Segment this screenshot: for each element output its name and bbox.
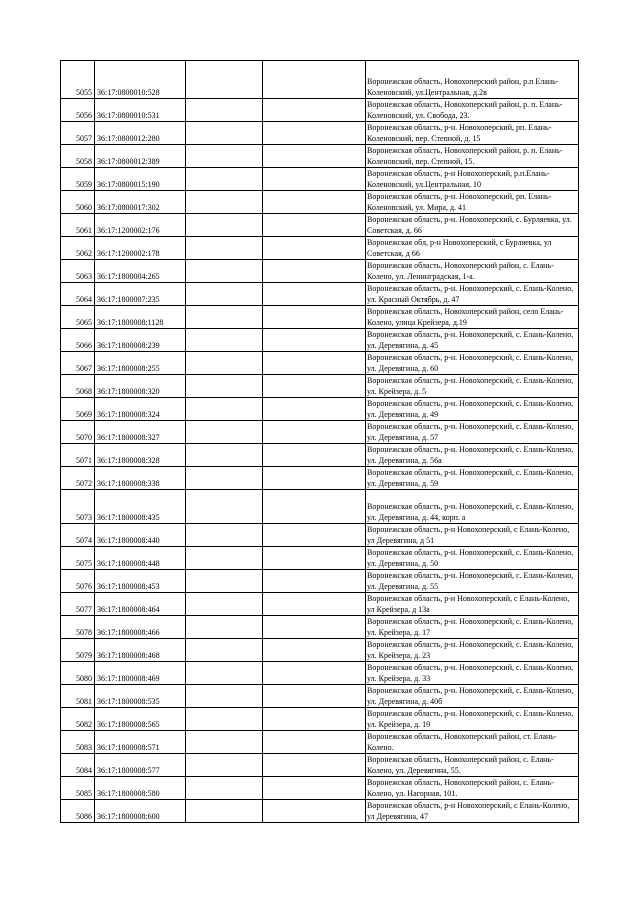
table-row	[61, 99, 579, 122]
cadastral-number: 36:17:0800010:528	[95, 61, 186, 99]
row-number: 5072	[61, 467, 95, 490]
empty-cell	[263, 283, 366, 306]
empty-cell	[263, 685, 366, 708]
table-row	[61, 214, 579, 237]
row-number: 5057	[61, 122, 95, 145]
empty-cell	[263, 306, 366, 329]
table-row	[61, 777, 579, 800]
cadastral-table	[60, 60, 579, 823]
address: Воронежская область, р-н. Новохоперский, с. Елань-Колено, ул. Крейзера, д. 23	[366, 639, 579, 662]
cadastral-number: 36:17:1800008:328	[95, 444, 186, 467]
address: Воронежская область, р-н. Новохоперский, с. Елань-Колено, ул. Деревягина, д. 55	[366, 570, 579, 593]
empty-cell	[263, 754, 366, 777]
empty-cell	[186, 99, 263, 122]
empty-cell	[263, 467, 366, 490]
row-number: 5066	[61, 329, 95, 352]
row-number: 5075	[61, 547, 95, 570]
address: Воронежская область, Новохоперский район, с. Елань-Колено, ул. Ленинградская, 1-а.	[366, 260, 579, 283]
table-row	[61, 191, 579, 214]
row-number: 5056	[61, 99, 95, 122]
table-row	[61, 616, 579, 639]
empty-cell	[186, 61, 263, 99]
table-row	[61, 145, 579, 168]
row-number: 5078	[61, 616, 95, 639]
empty-cell	[186, 283, 263, 306]
table-row	[61, 708, 579, 731]
empty-cell	[263, 777, 366, 800]
empty-cell	[263, 214, 366, 237]
address: Воронежская область, р-н. Новохоперский, с. Елань-Колено, ул. Деревягина, д. 56а	[366, 444, 579, 467]
row-number: 5060	[61, 191, 95, 214]
address: Воронежская область, р-н. Новохоперский, с. Елань-Колено, ул. Деревягина, д. 50	[366, 547, 579, 570]
empty-cell	[263, 99, 366, 122]
address: Воронежская область, р-н. Новохоперский, с. Елань-Колено, ул. Крейзера, д. 17	[366, 616, 579, 639]
address: Воронежская область, Новохоперский район, р.п Елань-Коленовский, ул.Центральная, д.2в	[366, 61, 579, 99]
empty-cell	[186, 214, 263, 237]
empty-cell	[186, 570, 263, 593]
cadastral-number: 36:17:1800008:571	[95, 731, 186, 754]
address: Воронежская область, р-н Новохоперский, с Елань-Колено, ул Крейзера, д 13а	[366, 593, 579, 616]
empty-cell	[186, 444, 263, 467]
empty-cell	[263, 122, 366, 145]
empty-cell	[186, 467, 263, 490]
address: Воронежская область, р-н. Новохоперский, с. Елань-Колено, ул. Деревягина, д. 60	[366, 352, 579, 375]
cadastral-number: 36:17:1200002:176	[95, 214, 186, 237]
table-row	[61, 547, 579, 570]
address: Воронежская область, р-н. Новохоперский, с. Елань-Колено, ул. Крейзера, д. 5	[366, 375, 579, 398]
cadastral-number: 36:17:1800008:1128	[95, 306, 186, 329]
empty-cell	[263, 61, 366, 99]
address: Воронежская область, р-н. Новохоперский, с. Елань-Колено, ул. Деревягина, д. 49	[366, 398, 579, 421]
cadastral-number: 36:17:1800008:453	[95, 570, 186, 593]
row-number: 5076	[61, 570, 95, 593]
cadastral-number: 36:17:1800004:265	[95, 260, 186, 283]
row-number: 5083	[61, 731, 95, 754]
empty-cell	[186, 639, 263, 662]
table-row	[61, 122, 579, 145]
empty-cell	[186, 800, 263, 823]
empty-cell	[263, 237, 366, 260]
cadastral-number: 36:17:1800008:535	[95, 685, 186, 708]
empty-cell	[263, 731, 366, 754]
table-row	[61, 662, 579, 685]
row-number: 5059	[61, 168, 95, 191]
empty-cell	[263, 375, 366, 398]
empty-cell	[263, 490, 366, 524]
address: Воронежская область, р-н. Новохоперский, с. Елань-Колено, ул. Деревягина, д. 44, корп. а	[366, 490, 579, 524]
empty-cell	[263, 352, 366, 375]
table-row	[61, 467, 579, 490]
table-row	[61, 800, 579, 823]
cadastral-number: 36:17:1800008:565	[95, 708, 186, 731]
empty-cell	[186, 398, 263, 421]
cadastral-number: 36:17:1800008:466	[95, 616, 186, 639]
empty-cell	[186, 662, 263, 685]
empty-cell	[186, 375, 263, 398]
empty-cell	[186, 490, 263, 524]
cadastral-number: 36:17:1800008:448	[95, 547, 186, 570]
table-row	[61, 639, 579, 662]
row-number: 5082	[61, 708, 95, 731]
table-row	[61, 283, 579, 306]
cadastral-number: 36:17:1800008:435	[95, 490, 186, 524]
table-row	[61, 421, 579, 444]
empty-cell	[263, 639, 366, 662]
empty-cell	[186, 168, 263, 191]
address: Воронежская область, р-н Новохоперский, с Елань-Колено, ул Деревягина, д 51	[366, 524, 579, 547]
table-row	[61, 731, 579, 754]
empty-cell	[186, 352, 263, 375]
row-number: 5063	[61, 260, 95, 283]
row-number: 5079	[61, 639, 95, 662]
empty-cell	[186, 191, 263, 214]
cadastral-number: 36:17:1800008:320	[95, 375, 186, 398]
row-number: 5068	[61, 375, 95, 398]
row-number: 5070	[61, 421, 95, 444]
empty-cell	[186, 754, 263, 777]
row-number: 5069	[61, 398, 95, 421]
cadastral-number: 36:17:1800007:235	[95, 283, 186, 306]
cadastral-number: 36:17:0800012:389	[95, 145, 186, 168]
cadastral-number: 36:17:1800008:469	[95, 662, 186, 685]
empty-cell	[263, 800, 366, 823]
table-row	[61, 168, 579, 191]
cadastral-number: 36:17:0800015:190	[95, 168, 186, 191]
empty-cell	[263, 662, 366, 685]
empty-cell	[186, 593, 263, 616]
empty-cell	[186, 685, 263, 708]
table-row	[61, 398, 579, 421]
empty-cell	[263, 570, 366, 593]
empty-cell	[263, 547, 366, 570]
address: Воронежская область, р-н. Новохоперский, рп. Елань-Коленовский, пер. Степной, д. 15	[366, 122, 579, 145]
empty-cell	[186, 777, 263, 800]
table-row	[61, 375, 579, 398]
cadastral-number: 36:17:1800008:327	[95, 421, 186, 444]
row-number: 5058	[61, 145, 95, 168]
cadastral-number: 36:17:1800008:600	[95, 800, 186, 823]
address: Воронежская область, р-н. Новохоперский, с. Елань-Колено, ул. Крейзера, д. 33	[366, 662, 579, 685]
cadastral-number: 36:17:1200002:178	[95, 237, 186, 260]
empty-cell	[186, 421, 263, 444]
cadastral-number: 36:17:1800008:580	[95, 777, 186, 800]
table-row	[61, 444, 579, 467]
address: Воронежская область, Новохоперский район, село Елань-Колено, улица Крейзера, д.19	[366, 306, 579, 329]
cadastral-number: 36:17:0800010:531	[95, 99, 186, 122]
cadastral-number: 36:17:0800012:280	[95, 122, 186, 145]
empty-cell	[263, 145, 366, 168]
cadastral-number: 36:17:1800008:440	[95, 524, 186, 547]
table-row	[61, 570, 579, 593]
address: Воронежская область, р-н. Новохоперский, с. Елань-Колено, ул. Деревягина, д. 45	[366, 329, 579, 352]
table-row	[61, 685, 579, 708]
empty-cell	[186, 708, 263, 731]
empty-cell	[186, 122, 263, 145]
empty-cell	[263, 329, 366, 352]
table-row	[61, 237, 579, 260]
row-number: 5055	[61, 61, 95, 99]
row-number: 5085	[61, 777, 95, 800]
table-row	[61, 260, 579, 283]
table-row	[61, 352, 579, 375]
address: Воронежская область, Новохоперский район, с. Елань-Колено, ул. Нагорная, 101.	[366, 777, 579, 800]
address: Воронежская область, р-н Новохоперский, с Елань-Колено, ул Деревягина, 47	[366, 800, 579, 823]
empty-cell	[263, 398, 366, 421]
address: Воронежская область, р-н. Новохоперский, с. Елань-Колено, ул. Деревягина, д. 40б	[366, 685, 579, 708]
table-row	[61, 754, 579, 777]
row-number: 5081	[61, 685, 95, 708]
empty-cell	[186, 260, 263, 283]
row-number: 5074	[61, 524, 95, 547]
row-number: 5067	[61, 352, 95, 375]
table-row	[61, 61, 579, 99]
cadastral-number: 36:17:1800008:577	[95, 754, 186, 777]
cadastral-number: 36:17:1800008:255	[95, 352, 186, 375]
empty-cell	[186, 329, 263, 352]
cadastral-number: 36:17:0800017:302	[95, 191, 186, 214]
empty-cell	[263, 444, 366, 467]
row-number: 5080	[61, 662, 95, 685]
row-number: 5065	[61, 306, 95, 329]
table-row	[61, 593, 579, 616]
cadastral-number: 36:17:1800008:464	[95, 593, 186, 616]
empty-cell	[263, 708, 366, 731]
address: Воронежская область, р-н Новохоперский, р.п.Елань-Коленовский, ул.Центральная, 10	[366, 168, 579, 191]
empty-cell	[263, 421, 366, 444]
address: Воронежская область, р-н. Новохоперский, с. Елань-Колено, ул. Красный Октябрь, д. 47	[366, 283, 579, 306]
empty-cell	[186, 306, 263, 329]
address: Воронежская область, Новохоперский район, ст. Елань-Колено.	[366, 731, 579, 754]
empty-cell	[186, 616, 263, 639]
empty-cell	[186, 731, 263, 754]
address: Воронежская область, р-н. Новохоперский, с. Елань-Колено, ул. Крейзера, д. 19	[366, 708, 579, 731]
empty-cell	[186, 237, 263, 260]
row-number: 5062	[61, 237, 95, 260]
row-number: 5084	[61, 754, 95, 777]
row-number: 5073	[61, 490, 95, 524]
row-number: 5077	[61, 593, 95, 616]
cadastral-number: 36:17:1800008:239	[95, 329, 186, 352]
address: Воронежская область, р-н. Новохоперский, с. Елань-Колено, ул. Деревягина, д. 57	[366, 421, 579, 444]
cadastral-number: 36:17:1800008:338	[95, 467, 186, 490]
document-sheet	[60, 60, 578, 823]
address: Воронежская область, р-н. Новохоперский, с. Бурляевка, ул. Советская, д. 66	[366, 214, 579, 237]
row-number: 5071	[61, 444, 95, 467]
table-row	[61, 490, 579, 524]
empty-cell	[186, 145, 263, 168]
table-row	[61, 306, 579, 329]
row-number: 5064	[61, 283, 95, 306]
empty-cell	[186, 547, 263, 570]
empty-cell	[263, 616, 366, 639]
address: Воронежская область, р-н. Новохоперский, рп. Елань-Коленовский, ул. Мира, д. 41	[366, 191, 579, 214]
empty-cell	[263, 168, 366, 191]
address: Воронежская область, Новохоперский район, р. п. Елань-Коленовский, пер. Степной, 15.	[366, 145, 579, 168]
address: Воронежская область, Новохоперский район, с. Елань-Колено, ул. Деревягина, 55.	[366, 754, 579, 777]
address: Воронежская область, р-н. Новохоперский, с. Елань-Колено, ул. Деревягина, д. 59	[366, 467, 579, 490]
cadastral-number: 36:17:1800008:324	[95, 398, 186, 421]
table-body	[61, 61, 579, 823]
address: Воронежская обл, р-н Новохоперский, с Бурляевка, ул Советская, д 66	[366, 237, 579, 260]
cadastral-number: 36:17:1800008:468	[95, 639, 186, 662]
empty-cell	[263, 191, 366, 214]
table-row	[61, 329, 579, 352]
empty-cell	[186, 524, 263, 547]
address: Воронежская область, Новохоперский район, р. п. Елань-Коленовский, ул. Свобода, 23.	[366, 99, 579, 122]
table-row	[61, 524, 579, 547]
empty-cell	[263, 524, 366, 547]
empty-cell	[263, 593, 366, 616]
row-number: 5086	[61, 800, 95, 823]
row-number: 5061	[61, 214, 95, 237]
empty-cell	[263, 260, 366, 283]
